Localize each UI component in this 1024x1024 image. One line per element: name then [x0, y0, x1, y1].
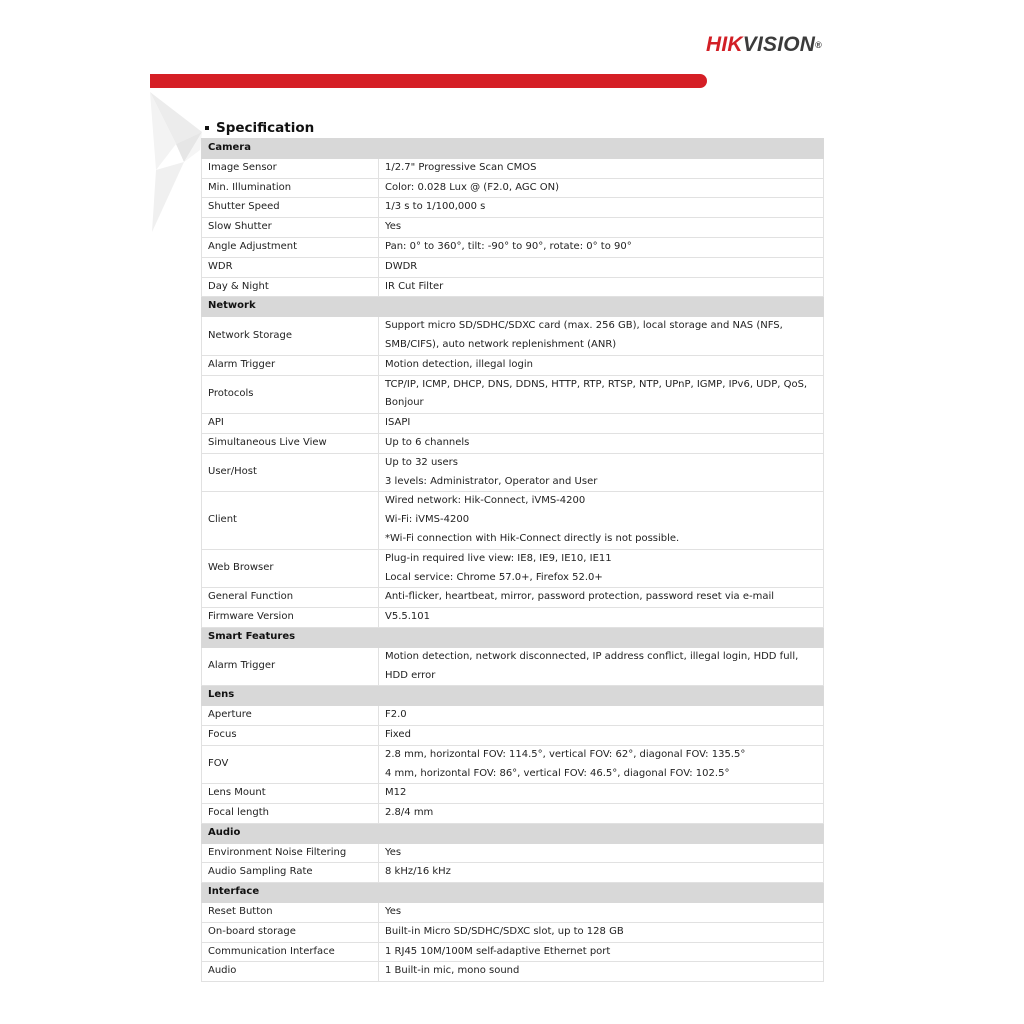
spec-row: [202, 804, 824, 824]
spec-value-line: Bonjour: [385, 397, 424, 409]
header-accent-bar: [150, 74, 707, 88]
spec-value-line: Wi-Fi: iVMS-4200: [385, 514, 470, 526]
spec-value-line: Up to 32 users: [385, 456, 458, 468]
spec-value: [379, 725, 824, 745]
spec-label: Alarm Trigger: [202, 355, 379, 375]
spec-row: [202, 492, 824, 549]
page-title: [205, 118, 314, 138]
spec-label: Alarm Trigger: [202, 647, 379, 686]
spec-row: [202, 237, 824, 257]
spec-row: [202, 549, 824, 588]
spec-row: [202, 218, 824, 238]
spec-value-line: Yes: [385, 221, 402, 233]
spec-row: [202, 942, 824, 962]
spec-label: Lens Mount: [202, 784, 379, 804]
spec-value: [379, 492, 824, 549]
spec-value: [379, 843, 824, 863]
spec-label: Communication Interface: [202, 942, 379, 962]
spec-label: WDR: [202, 257, 379, 277]
spec-row: [202, 277, 824, 297]
spec-value-line: IR Cut Filter: [385, 280, 444, 292]
spec-value-line: F2.0: [385, 709, 407, 721]
page-title-text: Specification: [216, 120, 315, 136]
category-row: [202, 823, 824, 843]
spec-label: Shutter Speed: [202, 198, 379, 218]
spec-value: [379, 317, 824, 356]
spec-value-line: 1/2.7" Progressive Scan CMOS: [385, 161, 537, 173]
decorative-shard-graphic: [146, 92, 206, 234]
spec-label: Protocols: [202, 375, 379, 414]
spec-label: Aperture: [202, 706, 379, 726]
spec-value-line: 8 kHz/16 kHz: [385, 866, 451, 878]
category-title: Interface: [202, 883, 824, 903]
spec-value-line: M12: [385, 787, 407, 799]
spec-row: [202, 178, 824, 198]
category-row: [202, 686, 824, 706]
spec-row: [202, 903, 824, 923]
spec-value-line: Plug-in required live view: IE8, IE9, IE10, IE11: [385, 552, 612, 564]
spec-value-line: Fixed: [385, 728, 411, 740]
spec-row: [202, 608, 824, 628]
spec-label: On-board storage: [202, 922, 379, 942]
spec-label: Audio: [202, 962, 379, 982]
logo-dark-part: VISION: [742, 33, 816, 56]
spec-value: [379, 414, 824, 434]
spec-value: [379, 218, 824, 238]
category-title: Lens: [202, 686, 824, 706]
spec-label: User/Host: [202, 453, 379, 492]
spec-value-line: Yes: [385, 906, 402, 918]
spec-row: [202, 414, 824, 434]
spec-value-line: ISAPI: [385, 417, 411, 429]
spec-value: [379, 608, 824, 628]
spec-value: [379, 903, 824, 923]
spec-value-line: 2.8/4 mm: [385, 807, 434, 819]
spec-label: Min. Illumination: [202, 178, 379, 198]
spec-value: [379, 588, 824, 608]
spec-row: [202, 355, 824, 375]
spec-label: Network Storage: [202, 317, 379, 356]
spec-value-line: Yes: [385, 846, 402, 858]
spec-row: [202, 745, 824, 784]
spec-value-line: 1 RJ45 10M/100M self-adaptive Ethernet port: [385, 945, 611, 957]
spec-label: API: [202, 414, 379, 434]
spec-label: Angle Adjustment: [202, 237, 379, 257]
spec-value-line: 1 Built-in mic, mono sound: [385, 965, 520, 977]
spec-row: [202, 198, 824, 218]
spec-row: [202, 647, 824, 686]
spec-label: Client: [202, 492, 379, 549]
spec-value: [379, 355, 824, 375]
spec-row: [202, 433, 824, 453]
category-title: Network: [202, 297, 824, 317]
spec-label: General Function: [202, 588, 379, 608]
spec-label: Reset Button: [202, 903, 379, 923]
spec-value: [379, 745, 824, 784]
spec-value-line: 4 mm, horizontal FOV: 86°, vertical FOV: 46.5°, diagonal FOV: 102.5°: [385, 767, 730, 779]
spec-value-line: DWDR: [385, 260, 418, 272]
bullet-icon: [205, 126, 209, 130]
spec-value-line: *Wi-Fi connection with Hik-Connect directly is not possible.: [385, 532, 680, 544]
hikvision-logo: [706, 32, 822, 58]
spec-row: [202, 453, 824, 492]
spec-value: [379, 257, 824, 277]
spec-value-line: Local service: Chrome 57.0+, Firefox 52.0+: [385, 571, 603, 583]
spec-value-line: 1/3 s to 1/100,000 s: [385, 201, 486, 213]
spec-value: [379, 784, 824, 804]
spec-label: Day & Night: [202, 277, 379, 297]
category-title: Smart Features: [202, 627, 824, 647]
spec-value-line: 2.8 mm, horizontal FOV: 114.5°, vertical FOV: 62°, diagonal FOV: 135.5°: [385, 748, 746, 760]
spec-value: [379, 647, 824, 686]
spec-value-line: Motion detection, illegal login: [385, 358, 533, 370]
spec-value-line: Pan: 0° to 360°, tilt: -90° to 90°, rotate: 0° to 90°: [385, 240, 632, 252]
logo-registered-mark: ®: [815, 40, 822, 50]
spec-value-line: TCP/IP, ICMP, DHCP, DNS, DDNS, HTTP, RTP, RTSP, NTP, UPnP, IGMP, IPv6, UDP, QoS,: [385, 378, 808, 390]
spec-row: [202, 962, 824, 982]
spec-value-line: Support micro SD/SDHC/SDXC card (max. 256 GB), local storage and NAS (NFS,: [385, 320, 783, 332]
spec-value: [379, 237, 824, 257]
spec-value-line: HDD error: [385, 669, 436, 681]
spec-value: [379, 863, 824, 883]
spec-value-line: Color: 0.028 Lux @ (F2.0, AGC ON): [385, 181, 560, 193]
spec-value: [379, 804, 824, 824]
spec-value: [379, 158, 824, 178]
spec-label: Environment Noise Filtering: [202, 843, 379, 863]
spec-value: [379, 962, 824, 982]
spec-value-line: Anti-flicker, heartbeat, mirror, password protection, password reset via e-mail: [385, 591, 775, 603]
category-row: [202, 627, 824, 647]
spec-value-line: SMB/CIFS), auto network replenishment (ANR): [385, 338, 617, 350]
spec-value-line: Up to 6 channels: [385, 436, 470, 448]
spec-value: [379, 178, 824, 198]
category-row: [202, 139, 824, 159]
spec-value: [379, 277, 824, 297]
spec-row: [202, 784, 824, 804]
specification-table-body: [202, 139, 824, 982]
spec-row: [202, 375, 824, 414]
spec-value-line: Motion detection, network disconnected, IP address conflict, illegal login, HDD full,: [385, 650, 799, 662]
spec-label: Simultaneous Live View: [202, 433, 379, 453]
category-row: [202, 297, 824, 317]
spec-row: [202, 725, 824, 745]
spec-row: [202, 843, 824, 863]
spec-value-line: 3 levels: Administrator, Operator and User: [385, 475, 598, 487]
spec-row: [202, 588, 824, 608]
spec-row: [202, 158, 824, 178]
spec-row: [202, 257, 824, 277]
spec-value: [379, 922, 824, 942]
spec-row: [202, 863, 824, 883]
spec-value: [379, 433, 824, 453]
spec-row: [202, 922, 824, 942]
logo-red-part: HIK: [706, 33, 743, 56]
spec-label: Focus: [202, 725, 379, 745]
spec-label: Web Browser: [202, 549, 379, 588]
spec-row: [202, 706, 824, 726]
spec-row: [202, 317, 824, 356]
category-title: Audio: [202, 823, 824, 843]
spec-label: Image Sensor: [202, 158, 379, 178]
spec-label: FOV: [202, 745, 379, 784]
spec-label: Slow Shutter: [202, 218, 379, 238]
spec-value-line: Wired network: Hik-Connect, iVMS-4200: [385, 495, 586, 507]
spec-value-line: V5.5.101: [385, 611, 431, 623]
spec-value: [379, 453, 824, 492]
category-title: Camera: [202, 139, 824, 159]
category-row: [202, 883, 824, 903]
spec-value-line: Built-in Micro SD/SDHC/SDXC slot, up to 128 GB: [385, 925, 624, 937]
specification-table: [201, 138, 824, 982]
spec-label: Audio Sampling Rate: [202, 863, 379, 883]
spec-value: [379, 706, 824, 726]
spec-value: [379, 549, 824, 588]
spec-value: [379, 375, 824, 414]
spec-label: Firmware Version: [202, 608, 379, 628]
spec-value: [379, 198, 824, 218]
spec-value: [379, 942, 824, 962]
spec-label: Focal length: [202, 804, 379, 824]
